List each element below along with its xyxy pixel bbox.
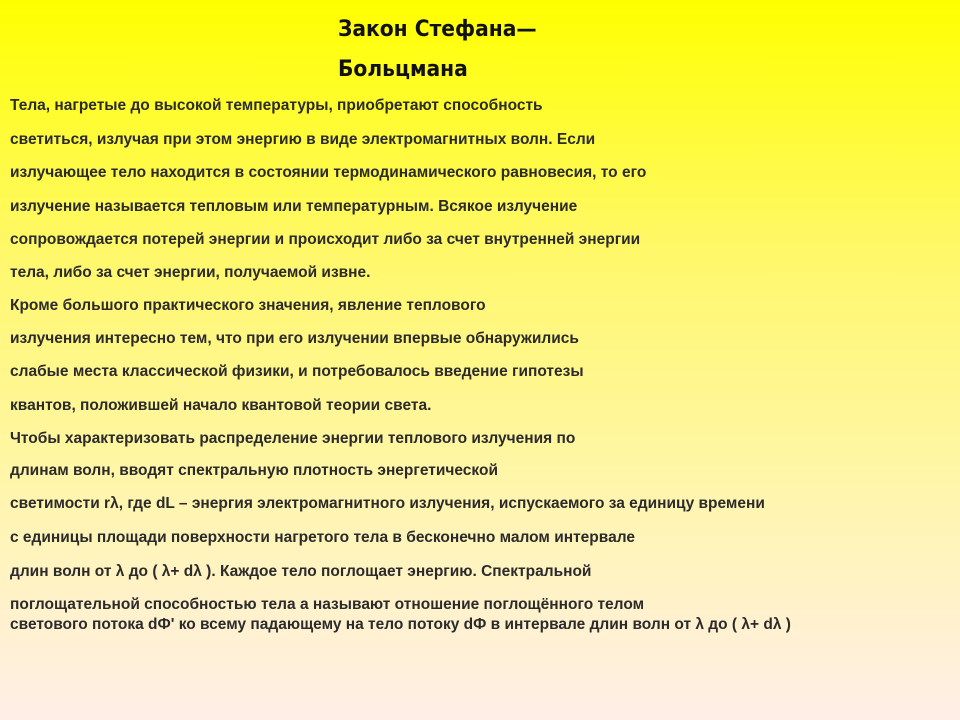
- slide-title: [338, 10, 537, 90]
- body-line: излучающее тело находится в состоянии термодинамического равновесия, то его: [10, 164, 647, 181]
- body-line: слабые места классической физики, и потребовалось введение гипотезы: [10, 363, 584, 380]
- body-line: светимости rλ, где dL – энергия электромагнитного излучения, испускаемого за единицу времени: [10, 495, 765, 512]
- body-line: Кроме большого практического значения, явление теплового: [10, 297, 486, 314]
- body-line: квантов, положившей начало квантовой теории света.: [10, 397, 432, 414]
- body-line: Тела, нагретые до высокой температуры, приобретают способность: [10, 97, 543, 114]
- body-line: Чтобы характеризовать распределение энергии теплового излучения по: [10, 430, 576, 447]
- body-line: тела, либо за счет энергии, получаемой извне.: [10, 264, 371, 281]
- body-line: светиться, излучая при этом энергию в виде электромагнитных волн. Если: [10, 131, 596, 148]
- body-line: излучения интересно тем, что при его излучении впервые обнаружились: [10, 330, 579, 347]
- body-line: длин волн от λ до ( λ+ dλ ). Каждое тело поглощает энергию. Спектральной: [10, 563, 592, 580]
- body-line: длинам волн, вводят спектральную плотность энергетической: [10, 462, 498, 479]
- body-line: с единицы площади поверхности нагретого тела в бесконечно малом интервале: [10, 529, 635, 546]
- slide-title-line-1: Закон Стефана—: [338, 17, 537, 42]
- body-line: сопровождается потерей энергии и происходит либо за счет внутренней энергии: [10, 231, 641, 248]
- body-line: излучение называется тепловым или температурным. Всякое излучение: [10, 198, 578, 215]
- body-line: светового потока dФ' ко всему падающему на тело потоку dФ в интервале длин волн от λ до ( λ+ dλ ): [10, 616, 791, 633]
- body-line: поглощательной способностью тела а называют отношение поглощённого телом: [10, 596, 645, 613]
- slide-title-line-2: Больцмана: [338, 57, 468, 82]
